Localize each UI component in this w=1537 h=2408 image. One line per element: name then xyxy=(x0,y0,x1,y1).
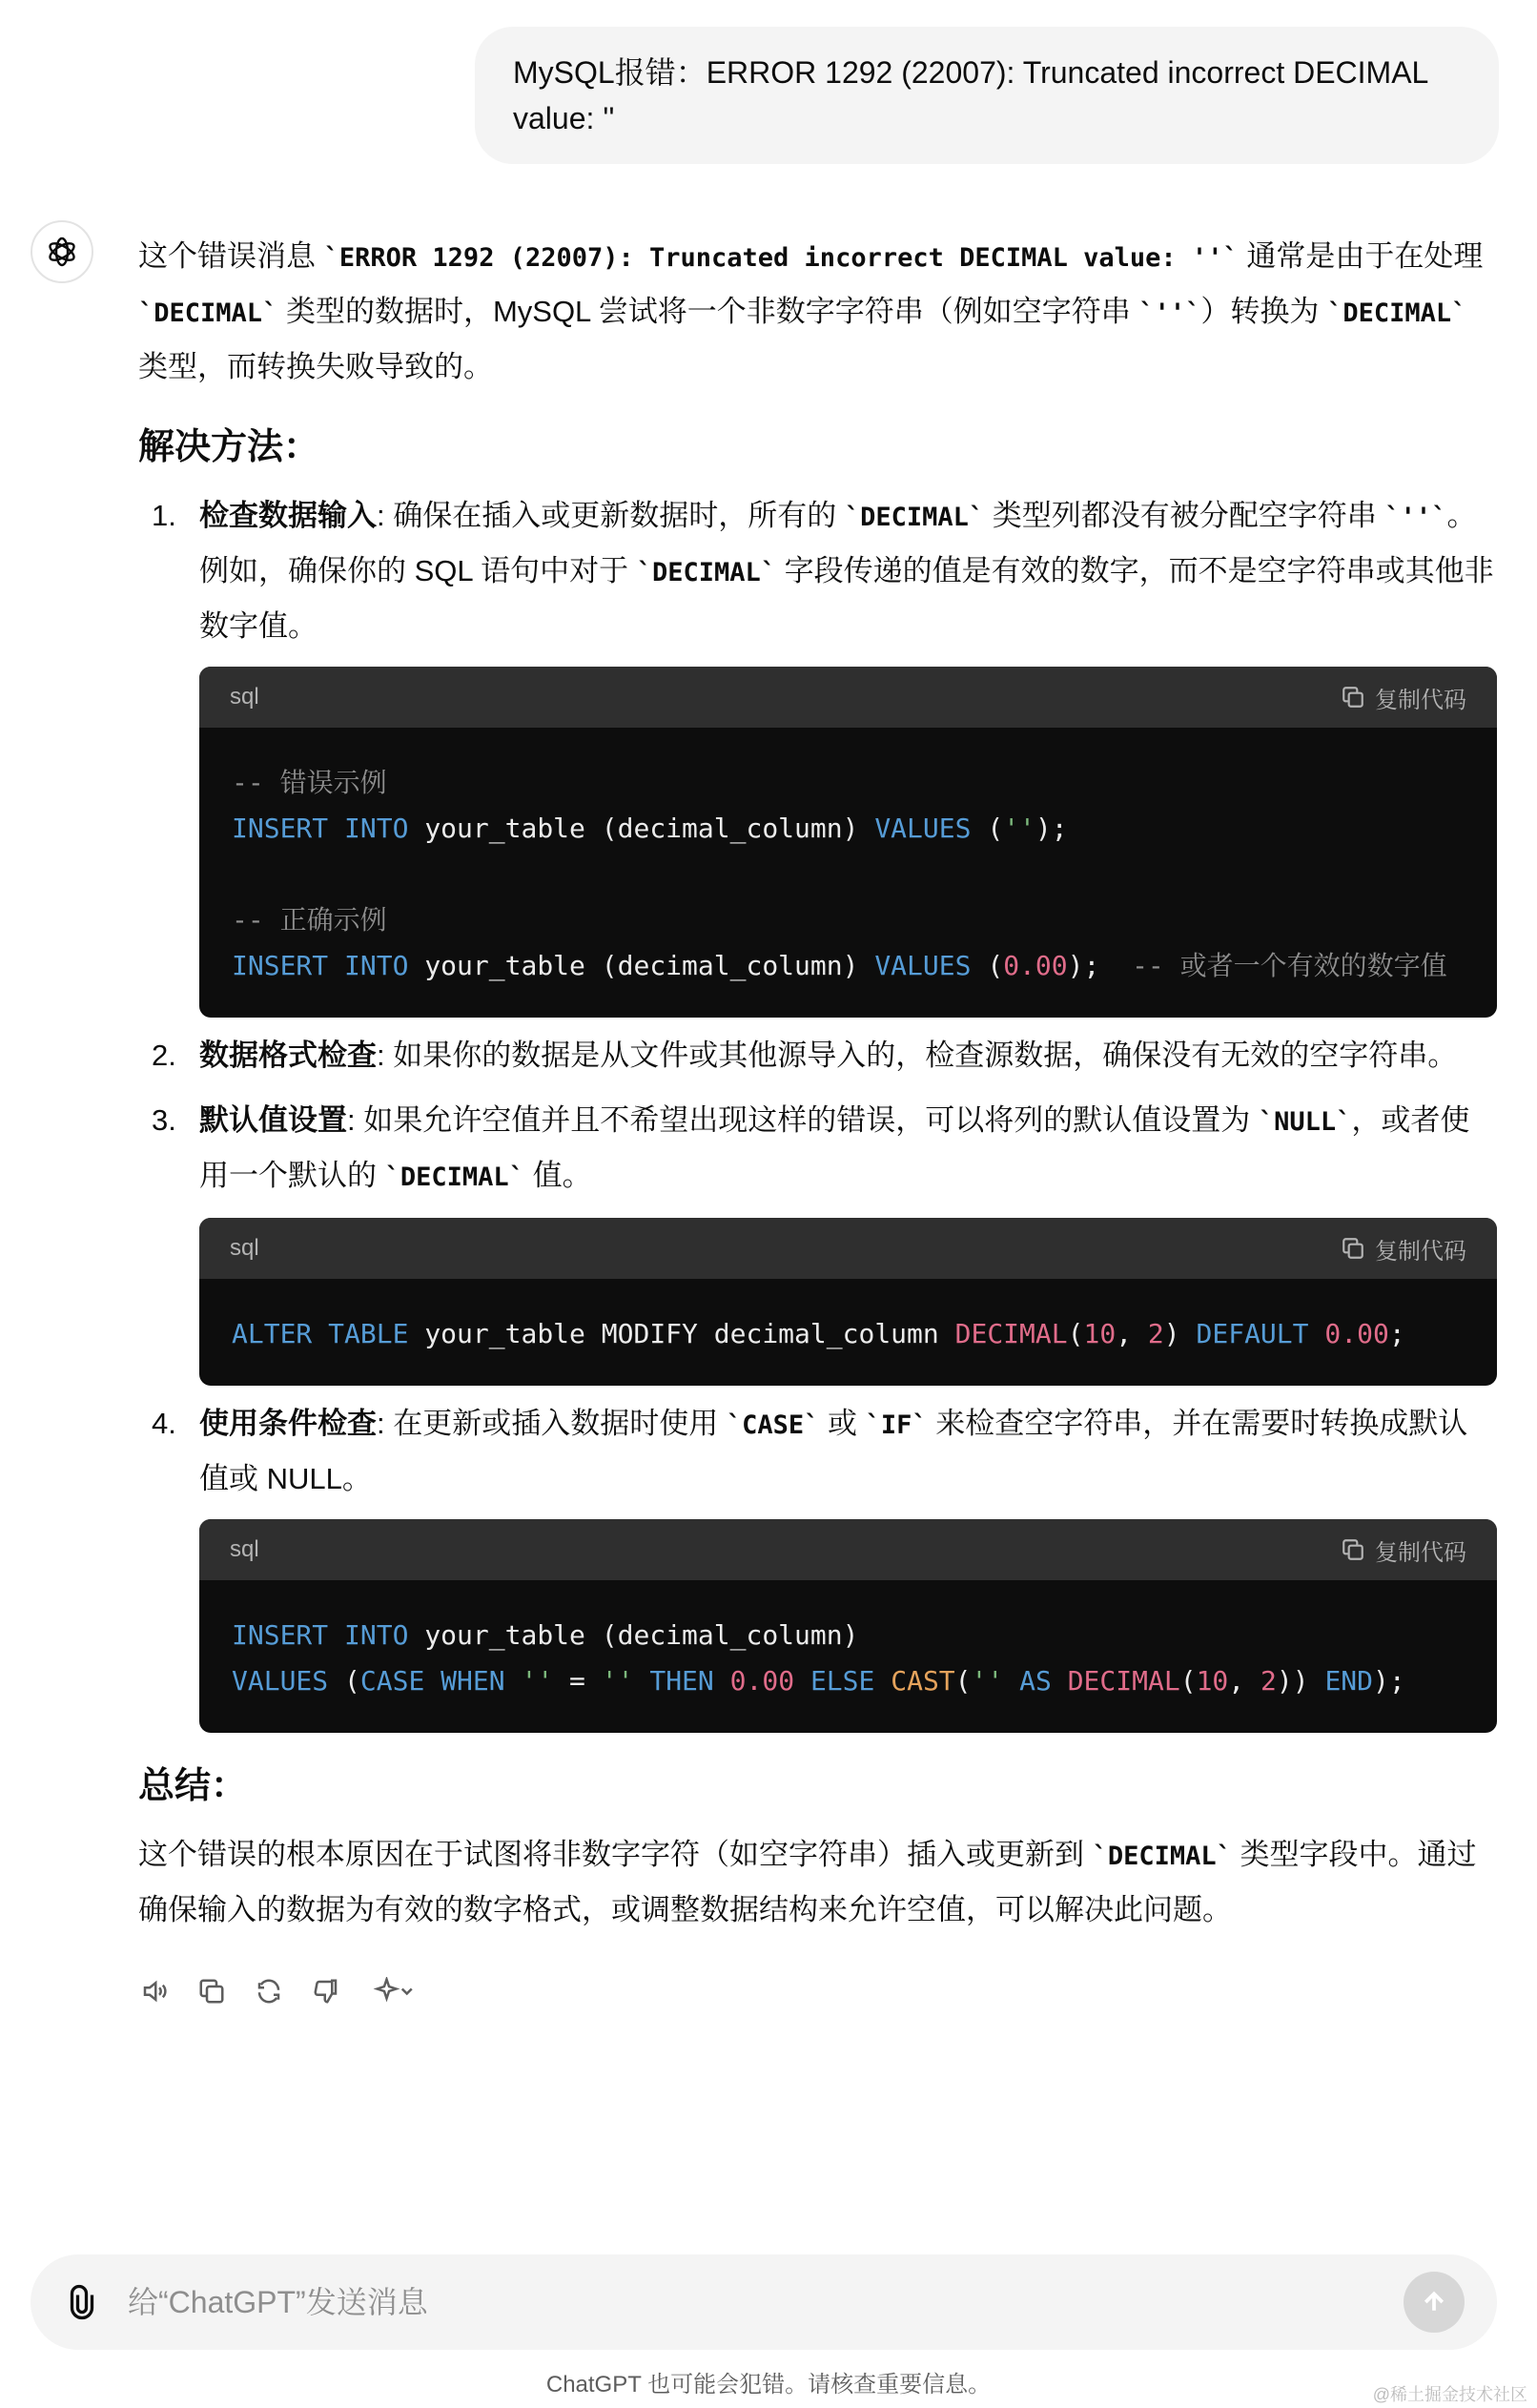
inline-code: ` '' ` xyxy=(1138,298,1200,328)
step-number: 1. xyxy=(152,499,176,532)
summary-heading: 总结： xyxy=(138,1766,248,1806)
code-language-label: sql xyxy=(230,1235,259,1261)
copy-icon xyxy=(1341,1537,1365,1562)
code-keyword: TABLE xyxy=(328,1318,409,1349)
code-content: -- 错误示例 INSERT INTO your_table (decimal_column) VALUES (''); -- 正确示例 INSERT INTO your_table (decimal_column) VALUES (0.00); -- 或者一个有效的数字值 xyxy=(232,767,1447,981)
step-item xyxy=(138,1094,1497,1386)
arrow-up-icon xyxy=(1420,2288,1448,2316)
code-keyword: VALUES xyxy=(232,1665,329,1697)
copy-code-label: 复制代码 xyxy=(1375,687,1466,713)
copy-icon xyxy=(1341,1236,1365,1261)
text: 类型字段中。通过确保输入的数据为有效的数字格式，或调整数据结构来允许空值，可以解决此问题。 xyxy=(138,1838,1477,1926)
code-type: DECIMAL xyxy=(954,1318,1068,1349)
inline-code: ` ERROR 1292 (22007): Truncated incorrect DECIMAL value: '' ` xyxy=(324,243,1239,273)
inline-code: ` '' ` xyxy=(1384,503,1446,532)
text: 类型的数据时，MySQL 尝试将一个非数字字符串（例如空字符串 xyxy=(277,295,1139,328)
code-keyword: INTO xyxy=(344,950,409,981)
message-input[interactable] xyxy=(128,2285,1404,2320)
code-keyword: VALUES xyxy=(874,813,972,844)
code-string: '' xyxy=(1003,813,1035,844)
solution-steps xyxy=(138,489,1497,1733)
code-keyword: ELSE xyxy=(809,1665,875,1697)
read-aloud-button[interactable] xyxy=(138,1975,171,2007)
code-keyword: END xyxy=(1324,1665,1374,1697)
copy-icon xyxy=(197,1977,226,2006)
text: 类型，而转换失败导致的。 xyxy=(138,350,493,383)
message-composer xyxy=(31,2254,1497,2350)
text: 这个错误消息 xyxy=(138,239,324,273)
inline-code: ` DECIMAL ` xyxy=(1327,298,1466,328)
code-keyword: DEFAULT xyxy=(1196,1318,1309,1349)
code-identifier: your_table (decimal_column) xyxy=(424,1619,859,1651)
code-language-label: sql xyxy=(230,684,259,710)
step-title: 数据格式检查 xyxy=(199,1039,377,1072)
copy-code-label: 复制代码 xyxy=(1375,1238,1466,1265)
code-keyword: CASE xyxy=(359,1665,425,1697)
speaker-icon xyxy=(140,1977,169,2006)
chatgpt-logo-icon xyxy=(31,220,93,283)
text: : 如果你的数据是从文件或其他源导入的，检查源数据，确保没有无效的空字符串。 xyxy=(377,1039,1458,1072)
text: 。例如，确保你的 SQL 语句中对于 xyxy=(199,499,1477,587)
code-keyword: THEN xyxy=(649,1665,714,1697)
code-number: 10 xyxy=(1083,1318,1117,1349)
intro-paragraph xyxy=(138,230,1497,394)
code-type: DECIMAL xyxy=(1067,1665,1180,1697)
paperclip-icon xyxy=(65,2283,99,2321)
text: : 确保在插入或更新数据时，所有的 xyxy=(377,499,845,532)
copy-code-button[interactable] xyxy=(1341,681,1466,714)
step-text xyxy=(199,1029,1497,1082)
watermark: @稀土掘金技术社区 xyxy=(1372,2385,1527,2404)
code-number: 0.00 xyxy=(1324,1318,1389,1349)
code-number: 0.00 xyxy=(729,1665,795,1697)
text: 来检查空字符串，并在需要时转换成默认值或 NULL。 xyxy=(199,1407,1468,1495)
code-identifier: your_table (decimal_column) xyxy=(424,813,859,844)
inline-code: ` NULL ` xyxy=(1259,1107,1352,1137)
model-switch-button[interactable] xyxy=(367,1975,420,2007)
code-header xyxy=(199,1519,1497,1580)
code-language-label: sql xyxy=(230,1536,259,1562)
code-number: 2 xyxy=(1260,1665,1277,1697)
inline-code: ` IF ` xyxy=(866,1410,928,1440)
text: : 在更新或插入数据时使用 xyxy=(377,1407,727,1440)
step-title: 使用条件检查 xyxy=(199,1407,377,1440)
code-header xyxy=(199,1218,1497,1279)
code-keyword: VALUES xyxy=(874,950,972,981)
regenerate-icon xyxy=(255,1977,283,2006)
code-identifier: your_table (decimal_column) xyxy=(424,950,859,981)
code-function: CAST xyxy=(891,1665,955,1697)
user-message-bubble: MySQL报错：ERROR 1292 (22007): Truncated incorrect DECIMAL value: '' xyxy=(475,27,1499,164)
copy-message-button[interactable] xyxy=(195,1975,228,2007)
user-message-row xyxy=(475,27,1499,164)
inline-code: ` DECIMAL ` xyxy=(1093,1842,1232,1871)
code-string: '' xyxy=(601,1665,634,1697)
code-keyword: INTO xyxy=(344,813,409,844)
regenerate-button[interactable] xyxy=(253,1975,285,2007)
sparkle-icon xyxy=(372,1977,416,2006)
step-title: 默认值设置 xyxy=(199,1103,347,1137)
code-keyword: INSERT xyxy=(232,813,329,844)
copy-code-button[interactable] xyxy=(1341,1533,1466,1567)
text: 通常是由于在处理 xyxy=(1238,239,1484,273)
summary-paragraph xyxy=(138,1828,1497,1937)
step-title: 检查数据输入 xyxy=(199,499,377,532)
code-keyword: INSERT xyxy=(232,1619,329,1651)
code-block xyxy=(199,1218,1497,1386)
code-number: 2 xyxy=(1147,1318,1164,1349)
step-number: 4. xyxy=(152,1407,176,1440)
step-item xyxy=(138,489,1497,1018)
text: 值。 xyxy=(523,1159,592,1192)
code-string: '' xyxy=(971,1665,1004,1697)
code-string: '' xyxy=(521,1665,554,1697)
code-content: ALTER TABLE your_table MODIFY decimal_column DECIMAL(10, 2) DEFAULT 0.00; xyxy=(232,1318,1405,1349)
code-keyword: ALTER xyxy=(232,1318,313,1349)
step-item xyxy=(138,1029,1497,1082)
text: 这个错误的根本原因在于试图将非数字字符（如空字符串）插入或更新到 xyxy=(138,1838,1093,1871)
code-content: INSERT INTO your_table (decimal_column) VALUES (CASE WHEN '' = '' THEN 0.00 ELSE CAST('' AS DECIMAL(10, 2)) END); xyxy=(232,1619,1405,1697)
text: 或 xyxy=(819,1407,866,1440)
step-text xyxy=(199,1094,1497,1204)
code-keyword: INTO xyxy=(344,1619,409,1651)
copy-icon xyxy=(1341,685,1365,710)
thumbs-down-button[interactable] xyxy=(310,1975,342,2007)
step-number: 2. xyxy=(152,1039,176,1072)
step-text xyxy=(199,489,1497,653)
disclaimer-text: ChatGPT 也可能会犯错。请核查重要信息。 xyxy=(545,2372,992,2398)
copy-code-label: 复制代码 xyxy=(1375,1539,1466,1566)
thumbs-down-icon xyxy=(312,1977,340,2006)
message-actions xyxy=(138,1975,1497,2007)
inline-code: ` CASE ` xyxy=(727,1410,820,1440)
inline-code: ` DECIMAL ` xyxy=(385,1163,524,1192)
code-keyword: WHEN xyxy=(441,1665,505,1697)
text: ，或者使用一个默认的 xyxy=(199,1103,1470,1192)
text: ）转换为 xyxy=(1200,295,1328,328)
text: 类型列都没有被分配空字符串 xyxy=(984,499,1385,532)
code-identifier: your_table MODIFY decimal_column xyxy=(424,1318,939,1349)
assistant-message xyxy=(138,230,1497,2007)
text: 字段传递的值是有效的数字，而不是空字符串或其他非数字值。 xyxy=(199,554,1494,643)
code-comment: -- 正确示例 xyxy=(232,904,387,936)
send-button[interactable] xyxy=(1404,2272,1465,2333)
code-comment: -- 错误示例 xyxy=(232,767,387,798)
solutions-heading: 解决方法： xyxy=(138,427,320,467)
code-keyword: AS xyxy=(1019,1665,1052,1697)
code-header xyxy=(199,667,1497,728)
code-keyword: INSERT xyxy=(232,950,329,981)
step-number: 3. xyxy=(152,1103,176,1137)
inline-code: ` DECIMAL ` xyxy=(845,503,984,532)
text: : 如果允许空值并且不希望出现这样的错误，可以将列的默认值设置为 xyxy=(347,1103,1259,1137)
code-block xyxy=(199,1519,1497,1733)
copy-code-button[interactable] xyxy=(1341,1232,1466,1266)
code-number: 0.00 xyxy=(1003,950,1068,981)
inline-code: ` DECIMAL ` xyxy=(637,558,776,587)
step-text xyxy=(199,1397,1497,1506)
inline-code: ` DECIMAL ` xyxy=(138,298,277,328)
step-item xyxy=(138,1397,1497,1733)
code-comment: -- 或者一个有效的数字值 xyxy=(1132,950,1447,981)
code-block xyxy=(199,667,1497,1018)
code-number: 10 xyxy=(1196,1665,1229,1697)
attach-button[interactable] xyxy=(65,2283,99,2321)
